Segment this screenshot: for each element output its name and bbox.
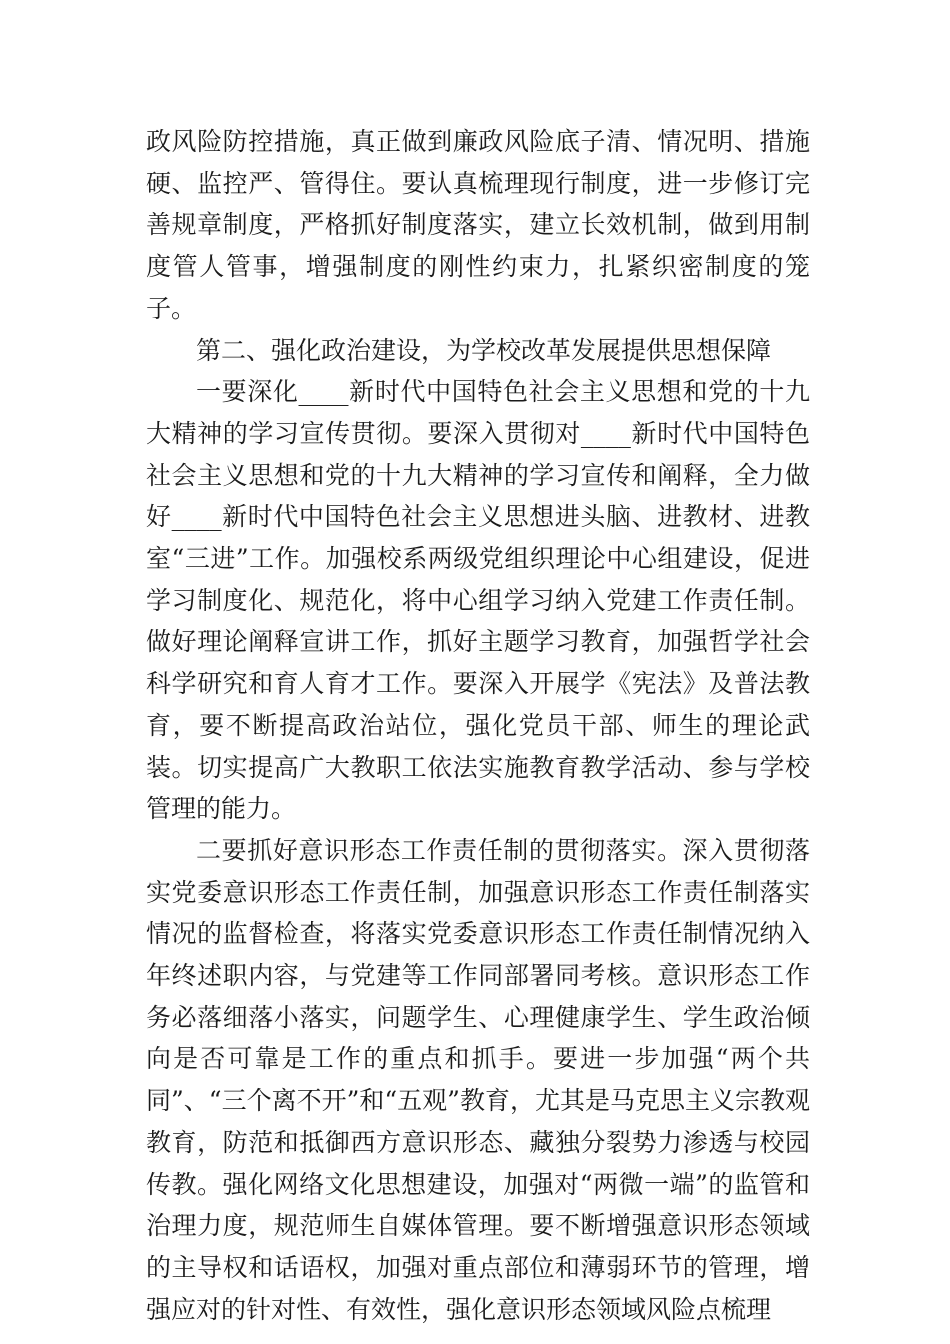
- document-body: [146, 121, 810, 1330]
- paragraph-ideology-responsibility: 二要抓好意识形态工作责任制的贯彻落实。深入贯彻落实党委意识形态工作责任制，加强意识形态工作责任制落实情况的监督检查，将落实党委意识形态工作责任制情况纳入年终述职内容，与党建等工作同部署同考核。意识形态工作务必落细落小落实，问题学生、心理健康学生、学生政治倾向是否可靠是工作的重点和抓手。要进一步加强“两个共同”、“三个离不开”和“五观”教育，尤其是马克思主义宗教观教育，防范和抵御西方意识形态、藏独分裂势力渗透与校园传教。强化网络文化思想建设，加强对“两微一端”的监管和治理力度，规范师生自媒体管理。要不断增强意识形态领域的主导权和话语权，加强对重点部位和薄弱环节的管理，增强应对的针对性、有效性，强化意识形态领域风险点梳理: [146, 835, 810, 1324]
- section-heading: 第二、强化政治建设，为学校改革发展提供思想保障: [196, 335, 772, 365]
- paragraph-study-thought: 一要深化____新时代中国特色社会主义思想和党的十九大精神的学习宣传贯彻。要深入贯彻对____新时代中国特色社会主义思想和党的十九大精神的学习宣传和阐释，全力做好____新时代中国特色社会主义思想进头脑、进教材、进教室“三进”工作。加强校系两级党组织理论中心组建设，促进学习制度化、规范化，将中心组学习纳入党建工作责任制。做好理论阐释宣讲工作，抓好主题学习教育，加强哲学社会科学研究和育人育才工作。要深入开展学《宪法》及普法教育，要不断提高政治站位，强化党员干部、师生的理论武装。切实提高广大教职工依法实施教育教学活动、参与学校管理的能力。: [146, 377, 810, 824]
- paragraph-continuation: 政风险防控措施，真正做到廉政风险底子清、情况明、措施硬、监控严、管得住。要认真梳理现行制度，进一步修订完善规章制度，严格抓好制度落实，建立长效机制，做到用制度管人管事，增强制度的刚性约束力，扎紧织密制度的笼子。: [146, 127, 810, 323]
